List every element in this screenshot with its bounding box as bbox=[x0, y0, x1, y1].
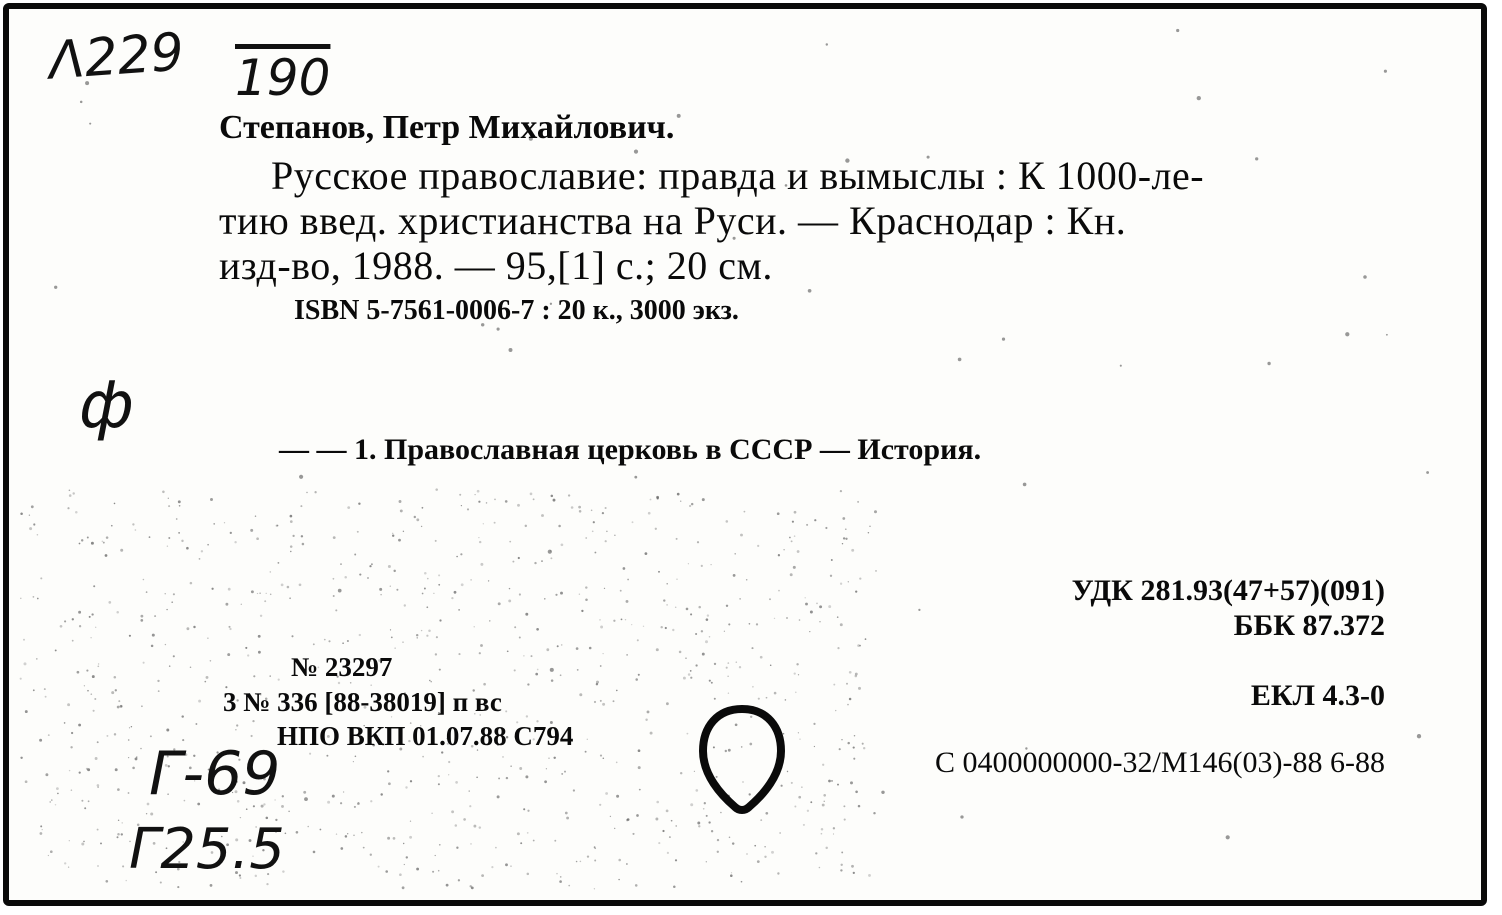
printer-line: НПО ВКП 01.07.88 С794 bbox=[277, 721, 574, 751]
catalog-card bbox=[3, 3, 1487, 906]
udk-code: УДК 281.93(47+57)(091) bbox=[1071, 574, 1385, 607]
subject-heading: — — 1. Православная церковь в СССР — История. bbox=[279, 433, 982, 466]
title-line-2: тию введ. христианства на Руси. — Краснодар : Кн. bbox=[219, 198, 1127, 243]
order-line: 3 № 336 [88-38019] п вс bbox=[223, 687, 502, 717]
handwritten-letter: ф bbox=[79, 369, 134, 443]
card-hole-oval bbox=[697, 703, 787, 815]
handwritten-note-1: Г-69 bbox=[149, 739, 281, 809]
handwritten-shelf-number: 190 bbox=[235, 49, 331, 107]
isbn-line: ISBN 5-7561-0006-7 : 20 к., 3000 экз. bbox=[294, 295, 739, 326]
handwritten-shelf-mark: Λ229 bbox=[47, 22, 186, 92]
handwritten-note-2: Г25.5 bbox=[129, 817, 285, 882]
record-number: № 23297 bbox=[291, 652, 393, 682]
title-line-1: Русское православие: правда и вымыслы : К 1000-ле- bbox=[271, 153, 1205, 198]
bbk-code: ББК 87.372 bbox=[1233, 609, 1385, 642]
title-line-3: изд-во, 1988. — 95,[1] с.; 20 см. bbox=[219, 243, 773, 288]
catalog-code: С 0400000000-32/М146(03)-88 6-88 bbox=[935, 746, 1385, 779]
author-heading: Степанов, Петр Михайлович. bbox=[219, 109, 675, 146]
ekl-code: ЕКЛ 4.3-0 bbox=[1250, 679, 1385, 712]
